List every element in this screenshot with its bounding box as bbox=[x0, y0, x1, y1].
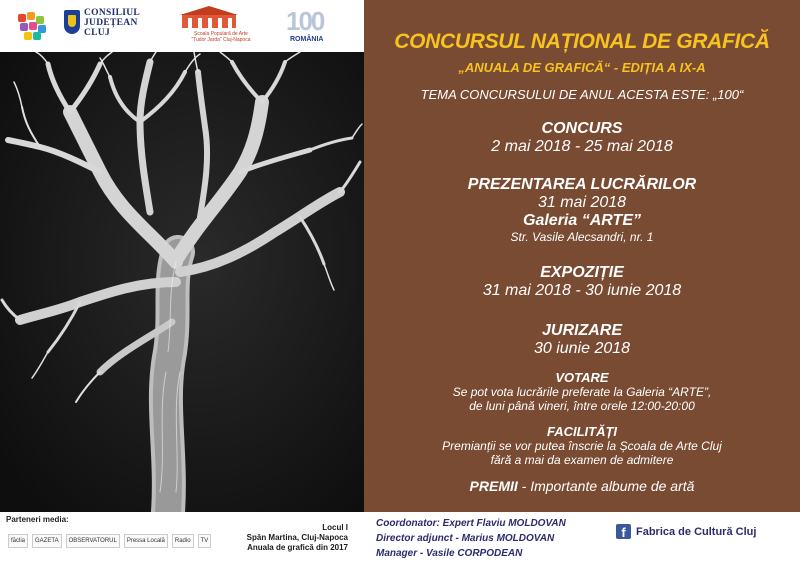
right-footer bbox=[364, 512, 800, 566]
tree-drawing bbox=[0, 52, 364, 512]
prezentarea-date: 31 mai 2018 bbox=[537, 194, 627, 211]
cjc-line2: JUDEȚEAN bbox=[84, 18, 138, 28]
concurs-heading: CONCURS bbox=[541, 120, 623, 137]
manager-line: Manager - Vasile CORPODEAN bbox=[376, 548, 523, 559]
credit-edition: Anuala de grafică din 2017 bbox=[247, 543, 348, 552]
scoala-line2: “Tudor Jarda” Cluj-Napoca bbox=[191, 37, 251, 43]
left-footer bbox=[0, 512, 364, 566]
facebook-link[interactable] bbox=[616, 524, 756, 539]
votare-section bbox=[364, 370, 800, 413]
tree-artwork-image bbox=[0, 52, 364, 512]
votare-heading: VOTARE bbox=[555, 370, 609, 385]
partner-logo-observatorul: OBSERVATORUL bbox=[66, 534, 120, 548]
partner-logo-tv: TV bbox=[198, 534, 212, 548]
facilitati-section bbox=[364, 424, 800, 467]
partner-logo-gazeta: GAZETA bbox=[32, 534, 62, 548]
facebook-icon: f bbox=[616, 524, 631, 539]
coordonator-line: Coordonator: Expert Flaviu MOLDOVAN bbox=[376, 518, 566, 529]
gallery-name: Galeria “ARTE” bbox=[523, 212, 641, 229]
scoala-line1: Școala Populară de Arte bbox=[194, 31, 248, 37]
premii-section bbox=[364, 478, 800, 496]
prezentarea-heading: PREZENTAREA LUCRĂRILOR bbox=[467, 176, 697, 193]
partner-logo-radio: Radio bbox=[172, 534, 194, 548]
director-line: Director adjunct - Marius MOLDOVAN bbox=[376, 533, 555, 544]
partner-logos bbox=[8, 534, 211, 548]
cjc-line1: CONSILIUL bbox=[84, 8, 141, 18]
centenar-label: ROMÂNIA bbox=[290, 36, 324, 43]
centenar-number: 100 bbox=[286, 6, 324, 36]
expozitie-heading: EXPOZIȚIE bbox=[540, 264, 624, 281]
partner-logo-faclia: făclia bbox=[8, 534, 28, 548]
jurizare-heading: JURIZARE bbox=[541, 322, 622, 339]
poster-subtitle: „ANUALA DE GRAFICĂ“ - EDIȚIA A IX-A bbox=[458, 60, 706, 75]
cultural-cube-logo bbox=[14, 10, 48, 44]
partners-label: Parteneri media: bbox=[6, 515, 69, 524]
organizers-list bbox=[376, 516, 566, 561]
partner-logo-pressa: Pressa Locală bbox=[124, 534, 168, 548]
credit-author: Spân Martina, Cluj-Napoca bbox=[246, 533, 348, 542]
prezentarea-section bbox=[364, 176, 800, 244]
premii-label: PREMII bbox=[469, 478, 518, 494]
facilitati-line1: Premianții se vor putea înscrie la Școala de Arte Cluj bbox=[442, 439, 722, 453]
votare-line1: Se pot vota lucrările preferate la Galeria “ARTE”, bbox=[452, 385, 712, 399]
jurizare-section bbox=[364, 322, 800, 358]
expozitie-dates: 31 mai 2018 - 30 iunie 2018 bbox=[482, 282, 682, 299]
artwork-credit bbox=[218, 523, 348, 553]
expozitie-section bbox=[364, 264, 800, 300]
competition-theme: TEMA CONCURSULUI DE ANUL ACESTA ESTE: „100“ bbox=[420, 87, 744, 102]
concurs-section bbox=[364, 120, 800, 156]
facebook-label: Fabrica de Cultură Cluj bbox=[636, 525, 757, 538]
info-panel bbox=[364, 0, 800, 566]
credit-place: Locul I bbox=[322, 523, 348, 532]
jurizare-date: 30 iunie 2018 bbox=[533, 340, 631, 357]
concurs-dates: 2 mai 2018 - 25 mai 2018 bbox=[491, 138, 673, 155]
county-shield-icon bbox=[64, 10, 80, 34]
logo-bar bbox=[0, 0, 364, 52]
poster-title: CONCURSUL NAȚIONAL DE GRAFICĂ bbox=[394, 30, 770, 53]
votare-line2: de luni până vineri, între orele 12:00-20:00 bbox=[469, 399, 695, 413]
premii-text: - Importante albume de artă bbox=[517, 478, 695, 494]
gallery-address: Str. Vasile Alecsandri, nr. 1 bbox=[510, 230, 654, 244]
facilitati-line2: fără a mai da examen de admitere bbox=[490, 453, 674, 467]
artwork-panel bbox=[0, 0, 364, 566]
cjc-line3: CLUJ bbox=[84, 28, 111, 38]
school-building-icon bbox=[180, 6, 238, 28]
facilitati-heading: FACILITĂȚI bbox=[546, 424, 618, 439]
